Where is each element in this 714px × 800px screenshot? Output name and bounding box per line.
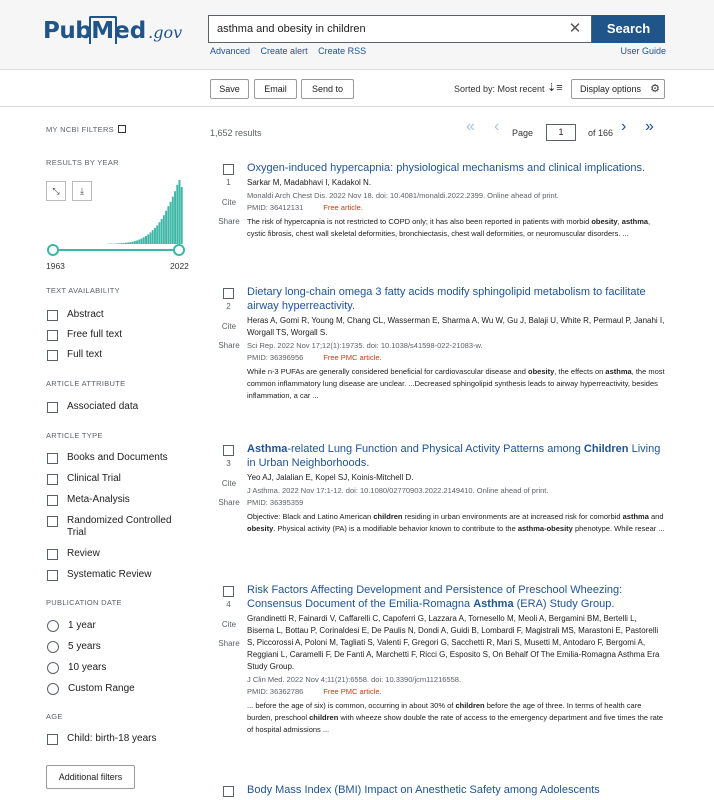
cite-button[interactable]: Cite	[221, 479, 237, 488]
year-bar[interactable]	[150, 232, 152, 244]
create-alert-link[interactable]: Create alert	[260, 46, 308, 56]
filter-label: Associated data	[67, 401, 139, 412]
search-sub-links	[210, 46, 374, 56]
checkbox[interactable]	[47, 495, 58, 506]
results-by-year-heading: RESULTS BY YEAR	[46, 158, 119, 167]
results-toolbar	[0, 71, 714, 107]
pubmed-logo[interactable]	[43, 14, 182, 48]
year-bar[interactable]	[132, 242, 134, 244]
filter-label: Clinical Trial	[67, 473, 121, 484]
publication-date-heading: PUBLICATION DATE	[46, 598, 122, 607]
year-bar[interactable]	[120, 243, 122, 244]
result-body	[247, 583, 665, 736]
result-pmid: PMID: 36395359	[247, 498, 304, 507]
cite-button[interactable]: Cite	[221, 198, 237, 207]
result-body	[247, 783, 665, 797]
page-label: Page	[512, 128, 534, 138]
filter-child-birth-18-years[interactable]	[47, 733, 156, 747]
logo-pub-text: Pub	[43, 18, 92, 44]
first-page-icon[interactable]: «	[466, 118, 475, 135]
cite-button[interactable]: Cite	[221, 322, 237, 331]
year-bar[interactable]	[154, 228, 156, 244]
my-ncbi-filters-link[interactable]	[46, 124, 126, 134]
result-title[interactable]: Dietary long-chain omega 3 fatty acids modify sphingolipid metabolism to facilitate airway hyperreactivity.	[247, 286, 646, 312]
result-authors: Yeo AJ, Jalalian E, Kopel SJ, Koinis-Mitchell D.	[247, 473, 414, 482]
result-checkbox[interactable]	[223, 164, 234, 175]
checkbox[interactable]	[47, 402, 58, 413]
filter-custom-range[interactable]	[47, 683, 135, 697]
clear-search-icon[interactable]: ✕	[568, 20, 582, 37]
result-number: 2	[226, 302, 231, 311]
year-bar[interactable]	[163, 215, 165, 244]
year-end-label: 2022	[170, 261, 189, 271]
sort-order-icon[interactable]: ⇣≡	[547, 82, 563, 94]
header	[0, 0, 714, 70]
filter-randomized-controlled-trial[interactable]	[47, 515, 187, 541]
result-pmid: PMID: 36362786	[247, 687, 304, 696]
result-pmid-row	[247, 685, 665, 698]
result-title[interactable]: Body Mass Index (BMI) Impact on Anesthetic Safety among Adolescents	[247, 784, 600, 796]
year-bar[interactable]	[118, 243, 120, 244]
share-button[interactable]: Share	[218, 498, 240, 507]
year-bar[interactable]	[181, 187, 183, 244]
result-snippet: While n-3 PUFAs are generally considered beneficial for cardiovascular disease and obesity, the effects on asthma, the most common inflammatory lung disease are unclear. ...Decreased sphingolipid synthesis leads to airway hyperreactivity, besides inflammation, a car ...	[247, 367, 665, 400]
year-bar[interactable]	[143, 237, 145, 244]
filter-free-full-text[interactable]	[47, 329, 122, 343]
save-button[interactable]: Save	[210, 79, 249, 99]
results-count: 1,652 results	[210, 128, 262, 138]
year-bar[interactable]	[152, 230, 154, 244]
filter-label: 5 years	[68, 641, 101, 652]
result-citation: J Asthma. 2022 Nov 17:1-12. doi: 10.1080/02770903.2022.2149410. Online ahead of print.	[247, 486, 549, 495]
result-pmid: PMID: 36396956	[247, 353, 304, 362]
create-rss-link[interactable]: Create RSS	[318, 46, 367, 56]
year-bar[interactable]	[172, 197, 174, 244]
year-bar[interactable]	[176, 185, 178, 244]
external-link-icon	[118, 125, 126, 133]
email-button[interactable]: Email	[254, 79, 297, 99]
year-bar[interactable]	[158, 222, 160, 244]
result-pmid-row	[247, 351, 665, 364]
search-box	[208, 15, 592, 43]
results-by-year-chart	[46, 180, 186, 256]
filter-abstract[interactable]	[47, 309, 104, 323]
year-bar[interactable]	[156, 225, 158, 244]
cite-button[interactable]: Cite	[221, 620, 237, 629]
result-body	[247, 442, 665, 535]
share-button[interactable]: Share	[218, 217, 240, 226]
result-body	[247, 285, 665, 402]
result-checkbox[interactable]	[223, 586, 234, 597]
result-title[interactable]: Oxygen-induced hypercapnia: physiological mechanisms and clinical implications.	[247, 162, 646, 174]
filter-label: Abstract	[67, 309, 104, 320]
my-ncbi-filters-label: MY NCBI FILTERS	[46, 125, 114, 134]
year-bar[interactable]	[125, 243, 127, 244]
radio[interactable]	[47, 620, 59, 632]
free-article-badge: Free PMC article.	[323, 353, 382, 362]
checkbox[interactable]	[47, 549, 58, 560]
last-page-icon[interactable]: »	[645, 118, 654, 135]
result-number: 3	[226, 459, 231, 468]
radio[interactable]	[47, 662, 59, 674]
filter-review[interactable]	[47, 548, 100, 562]
filter-label: Review	[67, 548, 100, 559]
result-number: 4	[226, 600, 231, 609]
checkbox[interactable]	[47, 330, 58, 341]
filter-associated-data[interactable]	[47, 401, 138, 415]
year-bar[interactable]	[165, 211, 167, 244]
advanced-link[interactable]: Advanced	[210, 46, 251, 56]
year-bar[interactable]	[170, 202, 172, 244]
checkbox[interactable]	[47, 474, 58, 485]
year-bar[interactable]	[174, 191, 176, 244]
year-bar[interactable]	[127, 242, 129, 244]
filter-label: Child: birth-18 years	[67, 733, 157, 744]
display-options-label: Display options	[580, 84, 642, 94]
result-pmid: PMID: 36412131	[247, 203, 304, 212]
search-input[interactable]	[209, 16, 559, 42]
result-citation: Sci Rep. 2022 Nov 17;12(1):19735. doi: 10.1038/s41598-022-21083-w.	[247, 341, 483, 350]
filter-systematic-review[interactable]	[47, 569, 151, 583]
share-button[interactable]: Share	[218, 341, 240, 350]
next-page-icon[interactable]: ›	[621, 118, 627, 135]
filter-label: Books and Documents	[67, 452, 168, 463]
filter-label: Full text	[67, 349, 103, 360]
result-title[interactable]: Asthma-related Lung Function and Physical Activity Patterns among Children Living in Urban Neighborhoods.	[247, 443, 661, 469]
result-authors: Grandinetti R, Fainardi V, Caffarelli C, Capoferri G, Lazzara A, Tornesello M, Meoli A, Bergamini BM, Bertelli L, Biserna L, Bottau P, Corinaldesi E, De Paulis N, Dondi A, Guidi B, Lombardi F, Magistrali MS, Marastoni E, Pastorelli S, Piccorossi A, Poloni M, Tagliati S, Valenti F, Gregori G, Sacchetti R, Mari S, Musetti M, Antodaro F, Bergomi A, Reggiani L, Caramelli F, De Fanti A, Marchetti F, Ricci G, Esposito S, On Behalf Of The Emilia-Romagna Asthma Era Study Group.	[247, 614, 660, 671]
filter-clinical-trial[interactable]	[47, 473, 121, 487]
user-guide-link[interactable]: User Guide	[620, 46, 666, 56]
filter-books-and-documents[interactable]	[47, 452, 168, 466]
checkbox[interactable]	[47, 516, 58, 527]
result-citation: J Clin Med. 2022 Nov 4;11(21):6558. doi: 10.3390/jcm11216558.	[247, 675, 462, 684]
send-to-button[interactable]: Send to	[301, 79, 354, 99]
filter-label: 10 years	[68, 662, 107, 673]
year-bar[interactable]	[141, 239, 143, 244]
logo-med-text: Med	[91, 14, 146, 44]
display-options-button[interactable]	[571, 79, 665, 99]
radio[interactable]	[47, 641, 59, 653]
year-end-handle[interactable]	[174, 245, 184, 255]
expand-chart-icon[interactable]: ⤡	[46, 181, 66, 201]
filter-label: Systematic Review	[67, 569, 152, 580]
year-bar[interactable]	[134, 241, 136, 244]
text-availability-heading: TEXT AVAILABILITY	[46, 286, 120, 295]
page-number-input[interactable]: 1	[546, 124, 576, 141]
additional-filters-button[interactable]: Additional filters	[46, 765, 135, 789]
result-number: 1	[226, 178, 231, 187]
filter-label: 1 year	[68, 620, 96, 631]
free-article-badge: Free PMC article.	[323, 687, 382, 696]
logo-gov-text: .gov	[148, 23, 183, 42]
filter-label: Custom Range	[68, 683, 135, 694]
result-pmid-row	[247, 496, 665, 509]
free-article-badge: Free article.	[323, 203, 363, 212]
result-checkbox[interactable]	[223, 786, 234, 797]
filter-label: Randomized Controlled Trial	[67, 515, 172, 538]
checkbox[interactable]	[47, 734, 58, 745]
article-attribute-heading: ARTICLE ATTRIBUTE	[46, 379, 126, 388]
filter-5-years[interactable]	[47, 641, 101, 655]
result-authors: Heras A, Gomi R, Young M, Chang CL, Wasserman E, Sharma A, Wu W, Gu J, Balaji U, White R, Permaul P, Janahi I, Worgall TS, Worgall S.	[247, 316, 665, 337]
checkbox[interactable]	[47, 570, 58, 581]
year-bar[interactable]	[116, 243, 118, 244]
year-bar[interactable]	[129, 242, 131, 244]
filter-label: Meta-Analysis	[67, 494, 130, 505]
checkbox[interactable]	[47, 453, 58, 464]
result-citation: Monaldi Arch Chest Dis. 2022 Nov 18. doi: 10.4081/monaldi.2022.2399. Online ahead of print.	[247, 191, 559, 200]
year-start-label: 1963	[46, 261, 65, 271]
checkbox[interactable]	[47, 310, 58, 321]
result-checkbox[interactable]	[223, 288, 234, 299]
result-snippet: The risk of hypercapnia is not restricted to COPD only; it has also been reported in patients with morbid obesity, asthma, cystic fibrosis, chest wall skeletal deformities, bronchiectasis, chest wall deformities, or neuromuscular disorders. ...	[247, 217, 651, 238]
year-bar[interactable]	[138, 240, 140, 244]
total-pages-label: of 166	[588, 128, 614, 138]
year-bar[interactable]	[123, 243, 125, 244]
radio[interactable]	[47, 683, 59, 695]
checkbox[interactable]	[47, 350, 58, 361]
previous-page-icon[interactable]: ‹	[494, 118, 500, 135]
age-heading: AGE	[46, 712, 63, 721]
year-bar[interactable]	[136, 240, 138, 244]
result-snippet: Objective: Black and Latino American children residing in urban environments are at increased risk for comorbid asthma and obesity. Physical activity (PA) is a modifiable behavior known to contribute to the asthma-obesity phenotype. While resear ...	[247, 512, 665, 533]
result-title[interactable]: Risk Factors Affecting Development and Persistence of Preschool Wheezing: Consensus Document of the Emilia-Romagna Asthma (ERA) Study Group.	[247, 584, 623, 610]
result-authors: Sarkar M, Madabhavi I, Kadakol N.	[247, 178, 372, 187]
year-bar[interactable]	[145, 236, 147, 244]
result-snippet: ... before the age of six) is common, occurring in about 30% of children before the age of three. In terms of health care burden, preschool children with wheeze show double the rate of access to the emergency department and five times the rate of hospital admissions ...	[247, 701, 664, 734]
search-button[interactable]: Search	[592, 15, 665, 43]
filter-10-years[interactable]	[47, 662, 106, 676]
filter-meta-analysis[interactable]	[47, 494, 130, 508]
year-start-handle[interactable]	[48, 245, 58, 255]
year-bar[interactable]	[147, 234, 149, 244]
year-bar[interactable]	[179, 180, 181, 244]
gear-icon: ⚙	[650, 83, 660, 95]
sorted-by-label[interactable]: Sorted by: Most recent	[454, 84, 545, 94]
year-bar[interactable]	[167, 206, 169, 244]
filter-1-year[interactable]	[47, 620, 96, 634]
result-pmid-row	[247, 201, 665, 214]
result-checkbox[interactable]	[223, 445, 234, 456]
article-type-heading: ARTICLE TYPE	[46, 431, 103, 440]
share-button[interactable]: Share	[218, 639, 240, 648]
year-bar[interactable]	[161, 219, 163, 244]
filter-full-text[interactable]	[47, 349, 102, 363]
download-chart-icon[interactable]: ⤓	[72, 181, 92, 201]
filter-label: Free full text	[67, 329, 123, 340]
result-body	[247, 161, 665, 240]
